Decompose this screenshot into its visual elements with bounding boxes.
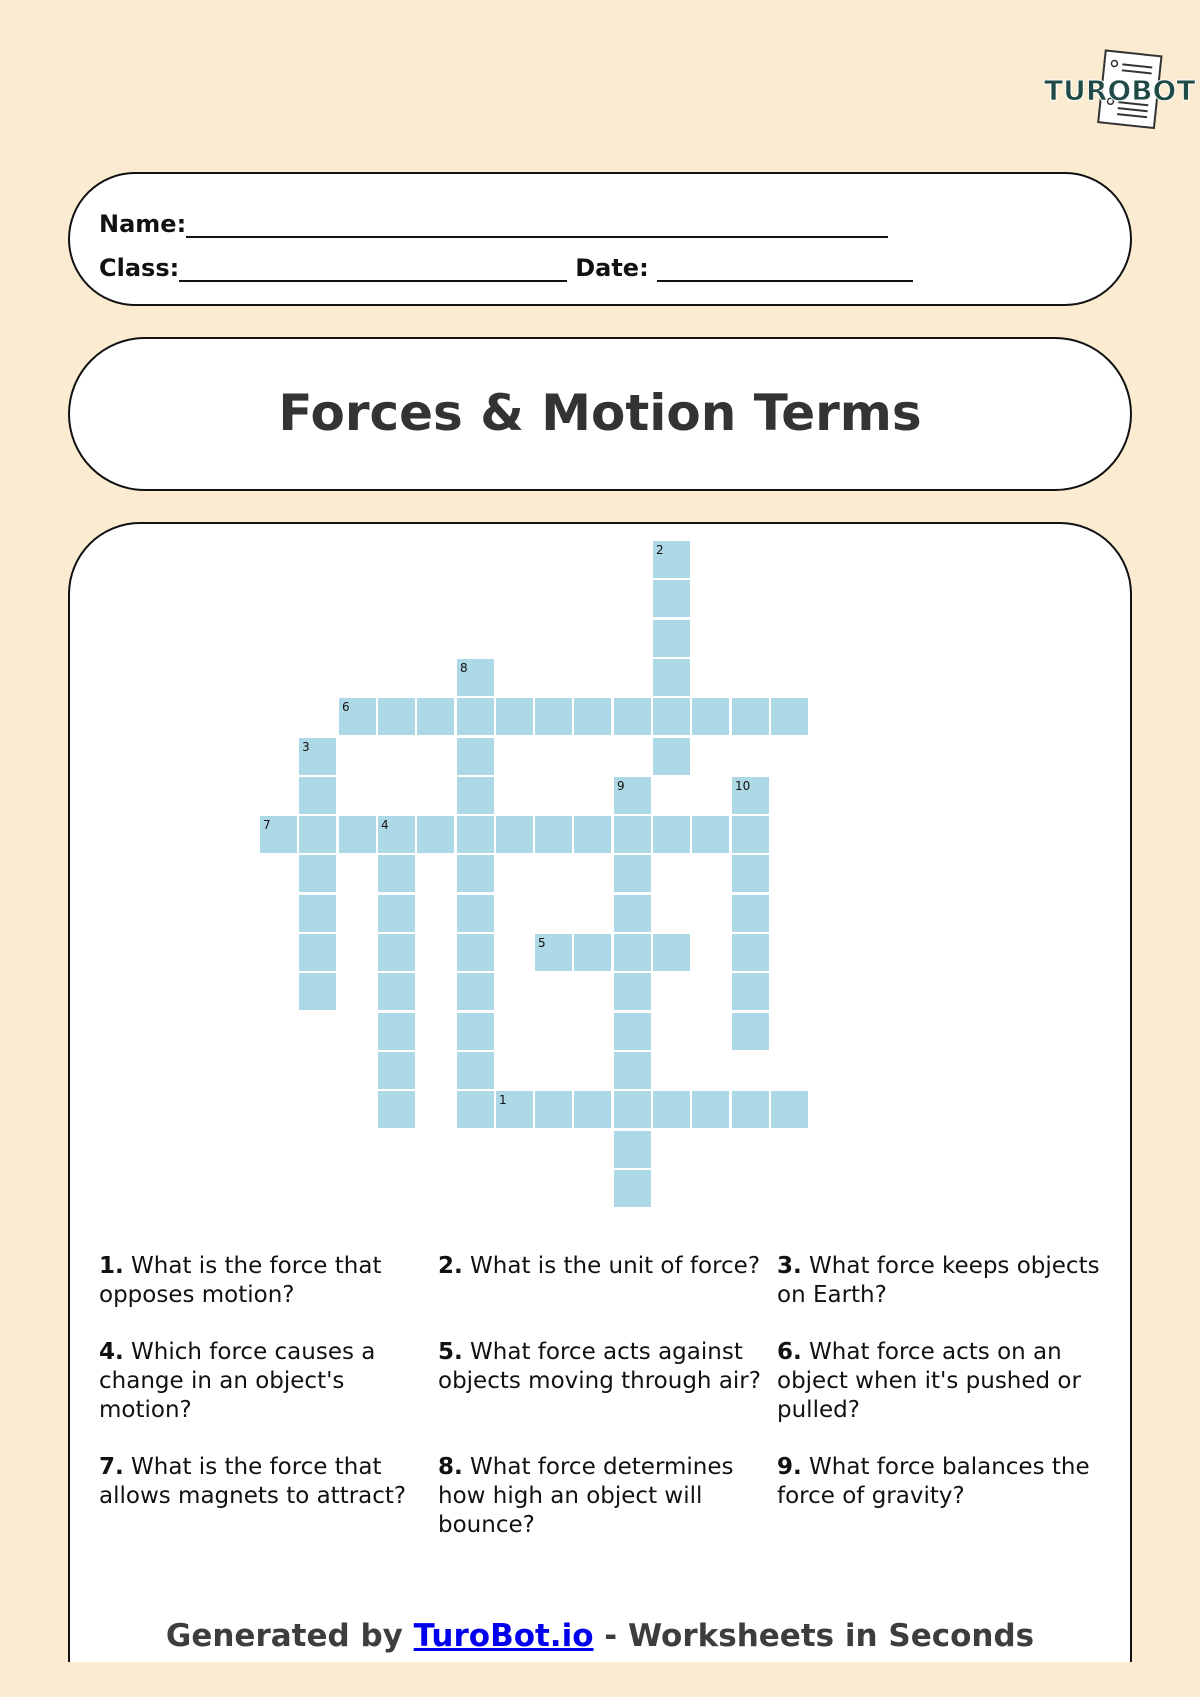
clue-item [438, 1453, 768, 1540]
clue-text: What is the unit of force? [462, 1253, 761, 1279]
crossword-cell[interactable] [457, 777, 494, 814]
clue-number-label: 1 [499, 1093, 507, 1107]
crossword-cell[interactable] [614, 934, 651, 971]
clue-item [777, 1453, 1107, 1511]
turobot-logo [1042, 48, 1196, 138]
crossword-cell[interactable] [496, 698, 533, 735]
crossword-cell[interactable] [417, 698, 454, 735]
clue-item [777, 1252, 1107, 1310]
clue-number-label: 2 [656, 543, 664, 557]
clue-item [438, 1252, 768, 1281]
clue-number-label: 3 [302, 740, 310, 754]
svg-text:TUROBOT: TUROBOT [1044, 74, 1196, 107]
clue-number-label: 5 [538, 936, 546, 950]
footer [0, 1618, 1200, 1654]
crossword-cell[interactable] [771, 698, 808, 735]
crossword-cell[interactable] [653, 698, 690, 735]
crossword-cell[interactable] [339, 698, 376, 735]
crossword-cell[interactable] [457, 659, 494, 696]
crossword-cell[interactable] [653, 816, 690, 853]
crossword-cell[interactable] [535, 934, 572, 971]
crossword-cell[interactable] [771, 1091, 808, 1128]
crossword-cell[interactable] [653, 620, 690, 657]
crossword-cell[interactable] [496, 1091, 533, 1128]
crossword-cell[interactable] [378, 1013, 415, 1050]
clue-number-label: 10 [735, 779, 751, 793]
crossword-cell[interactable] [692, 816, 729, 853]
crossword-cell[interactable] [614, 973, 651, 1010]
crossword-cell[interactable] [457, 895, 494, 932]
crossword-cell[interactable] [574, 934, 611, 971]
clue-number-label: 6 [342, 700, 350, 714]
crossword-cell[interactable] [457, 934, 494, 971]
crossword-cell[interactable] [378, 934, 415, 971]
clue-number: 4. [99, 1339, 124, 1365]
crossword-cell[interactable] [378, 698, 415, 735]
crossword-cell[interactable] [457, 738, 494, 775]
clue-text: Which force causes a change in an object's motion? [99, 1339, 376, 1423]
footer-suffix: - Worksheets in Seconds [593, 1618, 1035, 1654]
crossword-cell[interactable] [299, 816, 336, 853]
clue-item [777, 1338, 1107, 1425]
class-date-row [99, 254, 913, 282]
date-label: Date: [575, 254, 649, 282]
clue-number: 7. [99, 1454, 124, 1480]
crossword-cell[interactable] [653, 659, 690, 696]
crossword-cell[interactable] [732, 934, 769, 971]
clue-number: 5. [438, 1339, 463, 1365]
clue-item [99, 1453, 429, 1511]
crossword-cell[interactable] [535, 698, 572, 735]
clue-number-label: 9 [617, 779, 625, 793]
crossword-cell[interactable] [614, 777, 651, 814]
clue-number: 1. [99, 1253, 124, 1279]
crossword-cell[interactable] [653, 738, 690, 775]
crossword-cell[interactable] [574, 1091, 611, 1128]
crossword-cell[interactable] [653, 1091, 690, 1128]
crossword-cell[interactable] [457, 816, 494, 853]
crossword-cell[interactable] [614, 1131, 651, 1168]
crossword-cell[interactable] [653, 934, 690, 971]
crossword-cell[interactable] [535, 1091, 572, 1128]
clue-item [99, 1338, 429, 1425]
crossword-cell[interactable] [614, 1091, 651, 1128]
crossword-cell[interactable] [378, 973, 415, 1010]
crossword-cell[interactable] [732, 698, 769, 735]
crossword-cell[interactable] [732, 1013, 769, 1050]
crossword-cell[interactable] [614, 698, 651, 735]
crossword-cell[interactable] [732, 777, 769, 814]
date-field[interactable] [657, 256, 913, 282]
clue-number: 3. [777, 1253, 802, 1279]
clue-number: 6. [777, 1339, 802, 1365]
crossword-cell[interactable] [653, 541, 690, 578]
crossword-cell[interactable] [614, 1052, 651, 1089]
crossword-cell[interactable] [457, 1013, 494, 1050]
crossword-cell[interactable] [299, 895, 336, 932]
crossword-cell[interactable] [614, 855, 651, 892]
clue-text: What force keeps objects on Earth? [777, 1253, 1100, 1308]
crossword-cell[interactable] [339, 816, 376, 853]
clue-number: 9. [777, 1454, 802, 1480]
clue-text: What force acts against objects moving through air? [438, 1339, 761, 1394]
crossword-cell[interactable] [260, 816, 297, 853]
crossword-cell[interactable] [496, 816, 533, 853]
clue-number: 8. [438, 1454, 463, 1480]
clue-text: What is the force that opposes motion? [99, 1253, 382, 1308]
crossword-cell[interactable] [692, 1091, 729, 1128]
crossword-cell[interactable] [653, 580, 690, 617]
crossword-cell[interactable] [378, 816, 415, 853]
crossword-cell[interactable] [457, 1091, 494, 1128]
crossword-cell[interactable] [574, 816, 611, 853]
name-label: Name: [99, 210, 187, 238]
clue-item [438, 1338, 768, 1396]
crossword-cell[interactable] [457, 698, 494, 735]
name-field[interactable] [186, 212, 888, 238]
worksheet-title: Forces & Motion Terms [278, 384, 922, 442]
crossword-cell[interactable] [614, 1170, 651, 1207]
crossword-cell[interactable] [457, 855, 494, 892]
crossword-cell[interactable] [732, 973, 769, 1010]
crossword-cell[interactable] [457, 973, 494, 1010]
clue-number: 2. [438, 1253, 463, 1279]
crossword-cell[interactable] [417, 816, 454, 853]
crossword-cell[interactable] [299, 738, 336, 775]
footer-prefix: Generated by [165, 1618, 414, 1654]
crossword-cell[interactable] [299, 855, 336, 892]
crossword-cell[interactable] [614, 895, 651, 932]
clue-text: What force acts on an object when it's pushed or pulled? [777, 1339, 1081, 1423]
clue-text: What force determines how high an object will bounce? [438, 1454, 734, 1538]
name-row [99, 210, 888, 238]
turobot-link[interactable]: TuroBot.io [413, 1618, 594, 1654]
clue-number-label: 8 [460, 661, 468, 675]
class-label: Class: [99, 254, 180, 282]
clue-number-label: 7 [263, 818, 271, 832]
student-info-box [68, 172, 1132, 306]
clue-text: What is the force that allows magnets to attract? [99, 1454, 407, 1509]
crossword-cell[interactable] [378, 1091, 415, 1128]
crossword-cell[interactable] [378, 895, 415, 932]
crossword-cell[interactable] [692, 698, 729, 735]
crossword-cell[interactable] [457, 1052, 494, 1089]
crossword-cell[interactable] [614, 1013, 651, 1050]
crossword-cell[interactable] [378, 1052, 415, 1089]
crossword-cell[interactable] [299, 973, 336, 1010]
crossword-cell[interactable] [732, 1091, 769, 1128]
class-field[interactable] [179, 256, 567, 282]
crossword-cell[interactable] [378, 855, 415, 892]
crossword-cell[interactable] [299, 934, 336, 971]
crossword-cell[interactable] [732, 895, 769, 932]
crossword-cell[interactable] [732, 855, 769, 892]
clue-item [99, 1252, 429, 1310]
crossword-cell[interactable] [574, 698, 611, 735]
clue-number-label: 4 [381, 818, 389, 832]
crossword-cell[interactable] [614, 816, 651, 853]
crossword-cell[interactable] [732, 816, 769, 853]
crossword-cell[interactable] [299, 777, 336, 814]
crossword-cell[interactable] [535, 816, 572, 853]
clue-text: What force balances the force of gravity? [777, 1454, 1090, 1509]
